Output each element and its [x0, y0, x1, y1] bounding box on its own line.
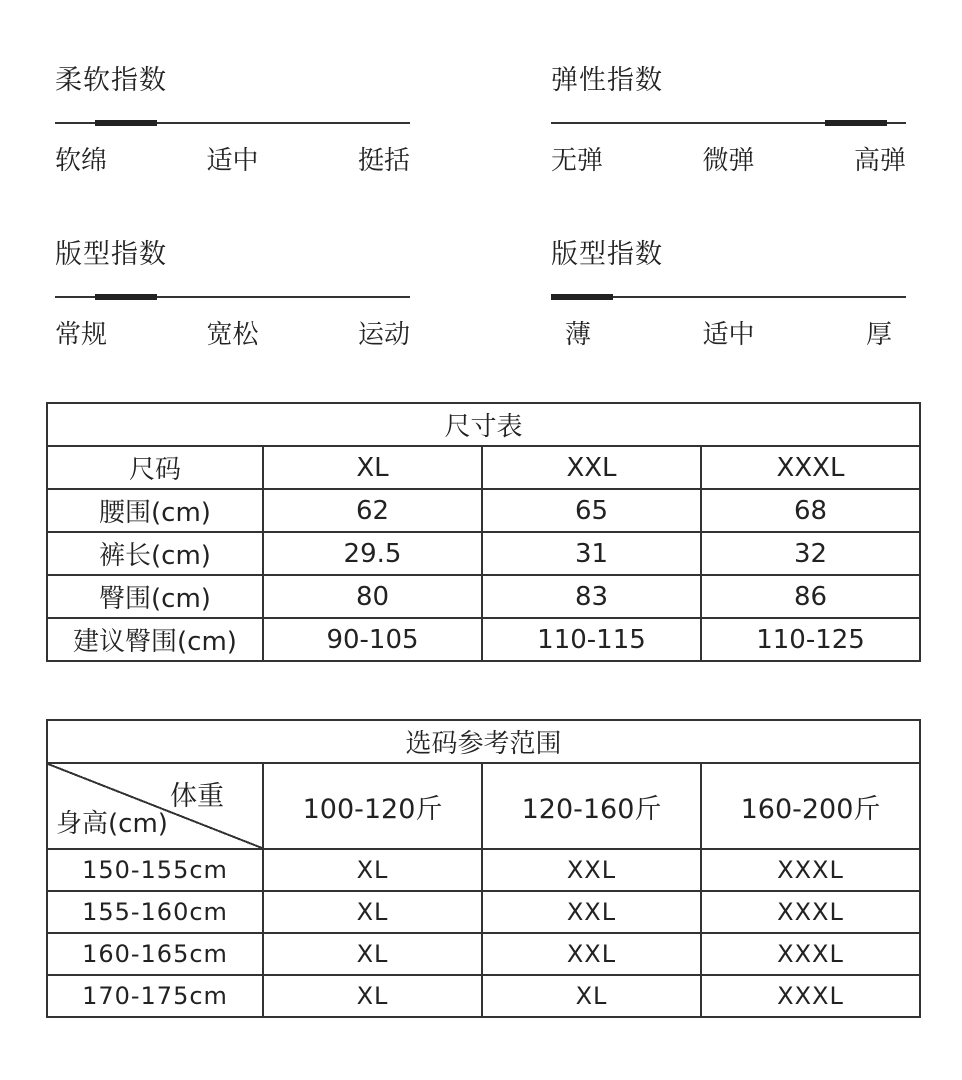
corner-height-label: 身高(cm) [56, 809, 168, 839]
table-cell: XXL [482, 933, 701, 975]
table-row [47, 891, 920, 933]
index-title: 版型指数 [55, 239, 167, 270]
index-marker [95, 120, 157, 126]
table-row [47, 532, 920, 575]
table-cell: XXXL [701, 891, 920, 933]
table-cell: 110-125 [701, 618, 920, 661]
index-marker [95, 294, 157, 300]
index-label-low: 无弹 [551, 146, 604, 176]
row-label: 臀围(cm) [47, 575, 263, 618]
table-cell: 29.5 [263, 532, 482, 575]
size-range-table [46, 719, 921, 1018]
table-cell: XL [263, 975, 482, 1017]
table-cell: 86 [701, 575, 920, 618]
table-cell: 90-105 [263, 618, 482, 661]
index-label-mid: 适中 [206, 146, 259, 176]
index-marker [825, 120, 887, 126]
table-cell: XXL [482, 891, 701, 933]
header-cell: XL [263, 446, 482, 489]
table-cell: XL [263, 849, 482, 891]
row-label: 建议臀围(cm) [47, 618, 263, 661]
row-label: 裤长(cm) [47, 532, 263, 575]
header-cell: 120-160斤 [482, 763, 701, 849]
header-cell: 160-200斤 [701, 763, 920, 849]
table-cell: 32 [701, 532, 920, 575]
index-title: 柔软指数 [55, 65, 167, 96]
table-cell: XXXL [701, 975, 920, 1017]
table-cell: 62 [263, 489, 482, 532]
corner-cell [47, 763, 263, 849]
table-cell: 65 [482, 489, 701, 532]
header-cell: XXXL [701, 446, 920, 489]
index-label-high: 挺括 [357, 146, 410, 176]
table-row [47, 618, 920, 661]
table-cell: 110-115 [482, 618, 701, 661]
index-title: 弹性指数 [551, 65, 663, 96]
table-cell: 68 [701, 489, 920, 532]
table-row [47, 489, 920, 532]
size-table [46, 402, 921, 662]
index-label-mid: 宽松 [206, 320, 259, 350]
table-cell: XXXL [701, 849, 920, 891]
table-row [47, 933, 920, 975]
index-label-high: 高弹 [853, 146, 906, 176]
index-track [551, 122, 906, 124]
size-table-caption: 尺寸表 [47, 403, 920, 446]
range-table-header-row [47, 763, 920, 849]
index-label-low: 常规 [55, 320, 108, 350]
index-track [55, 296, 410, 298]
table-cell: 83 [482, 575, 701, 618]
index-title: 版型指数 [551, 239, 663, 270]
index-label-mid: 适中 [702, 320, 755, 350]
size-table-header-row [47, 446, 920, 489]
range-table-caption: 选码参考范围 [47, 720, 920, 763]
index-track [55, 122, 410, 124]
corner-weight-label: 体重 [170, 781, 224, 812]
row-label: 155-160cm [47, 891, 263, 933]
table-cell: XL [482, 975, 701, 1017]
row-label: 170-175cm [47, 975, 263, 1017]
header-cell: 尺码 [47, 446, 263, 489]
table-row [47, 849, 920, 891]
index-label-mid: 微弹 [702, 146, 755, 176]
index-label-low: 薄 [565, 320, 592, 350]
table-cell: XXL [482, 849, 701, 891]
row-label: 腰围(cm) [47, 489, 263, 532]
row-label: 150-155cm [47, 849, 263, 891]
row-label: 160-165cm [47, 933, 263, 975]
table-cell: 80 [263, 575, 482, 618]
index-label-high: 运动 [357, 320, 410, 350]
table-cell: 31 [482, 532, 701, 575]
header-cell: XXL [482, 446, 701, 489]
index-label-low: 软绵 [55, 146, 108, 176]
index-marker [551, 294, 613, 300]
index-label-high: 厚 [865, 320, 892, 350]
table-cell: XL [263, 891, 482, 933]
header-cell: 100-120斤 [263, 763, 482, 849]
index-track [551, 296, 906, 298]
table-cell: XL [263, 933, 482, 975]
table-row [47, 575, 920, 618]
table-row [47, 975, 920, 1017]
table-cell: XXXL [701, 933, 920, 975]
